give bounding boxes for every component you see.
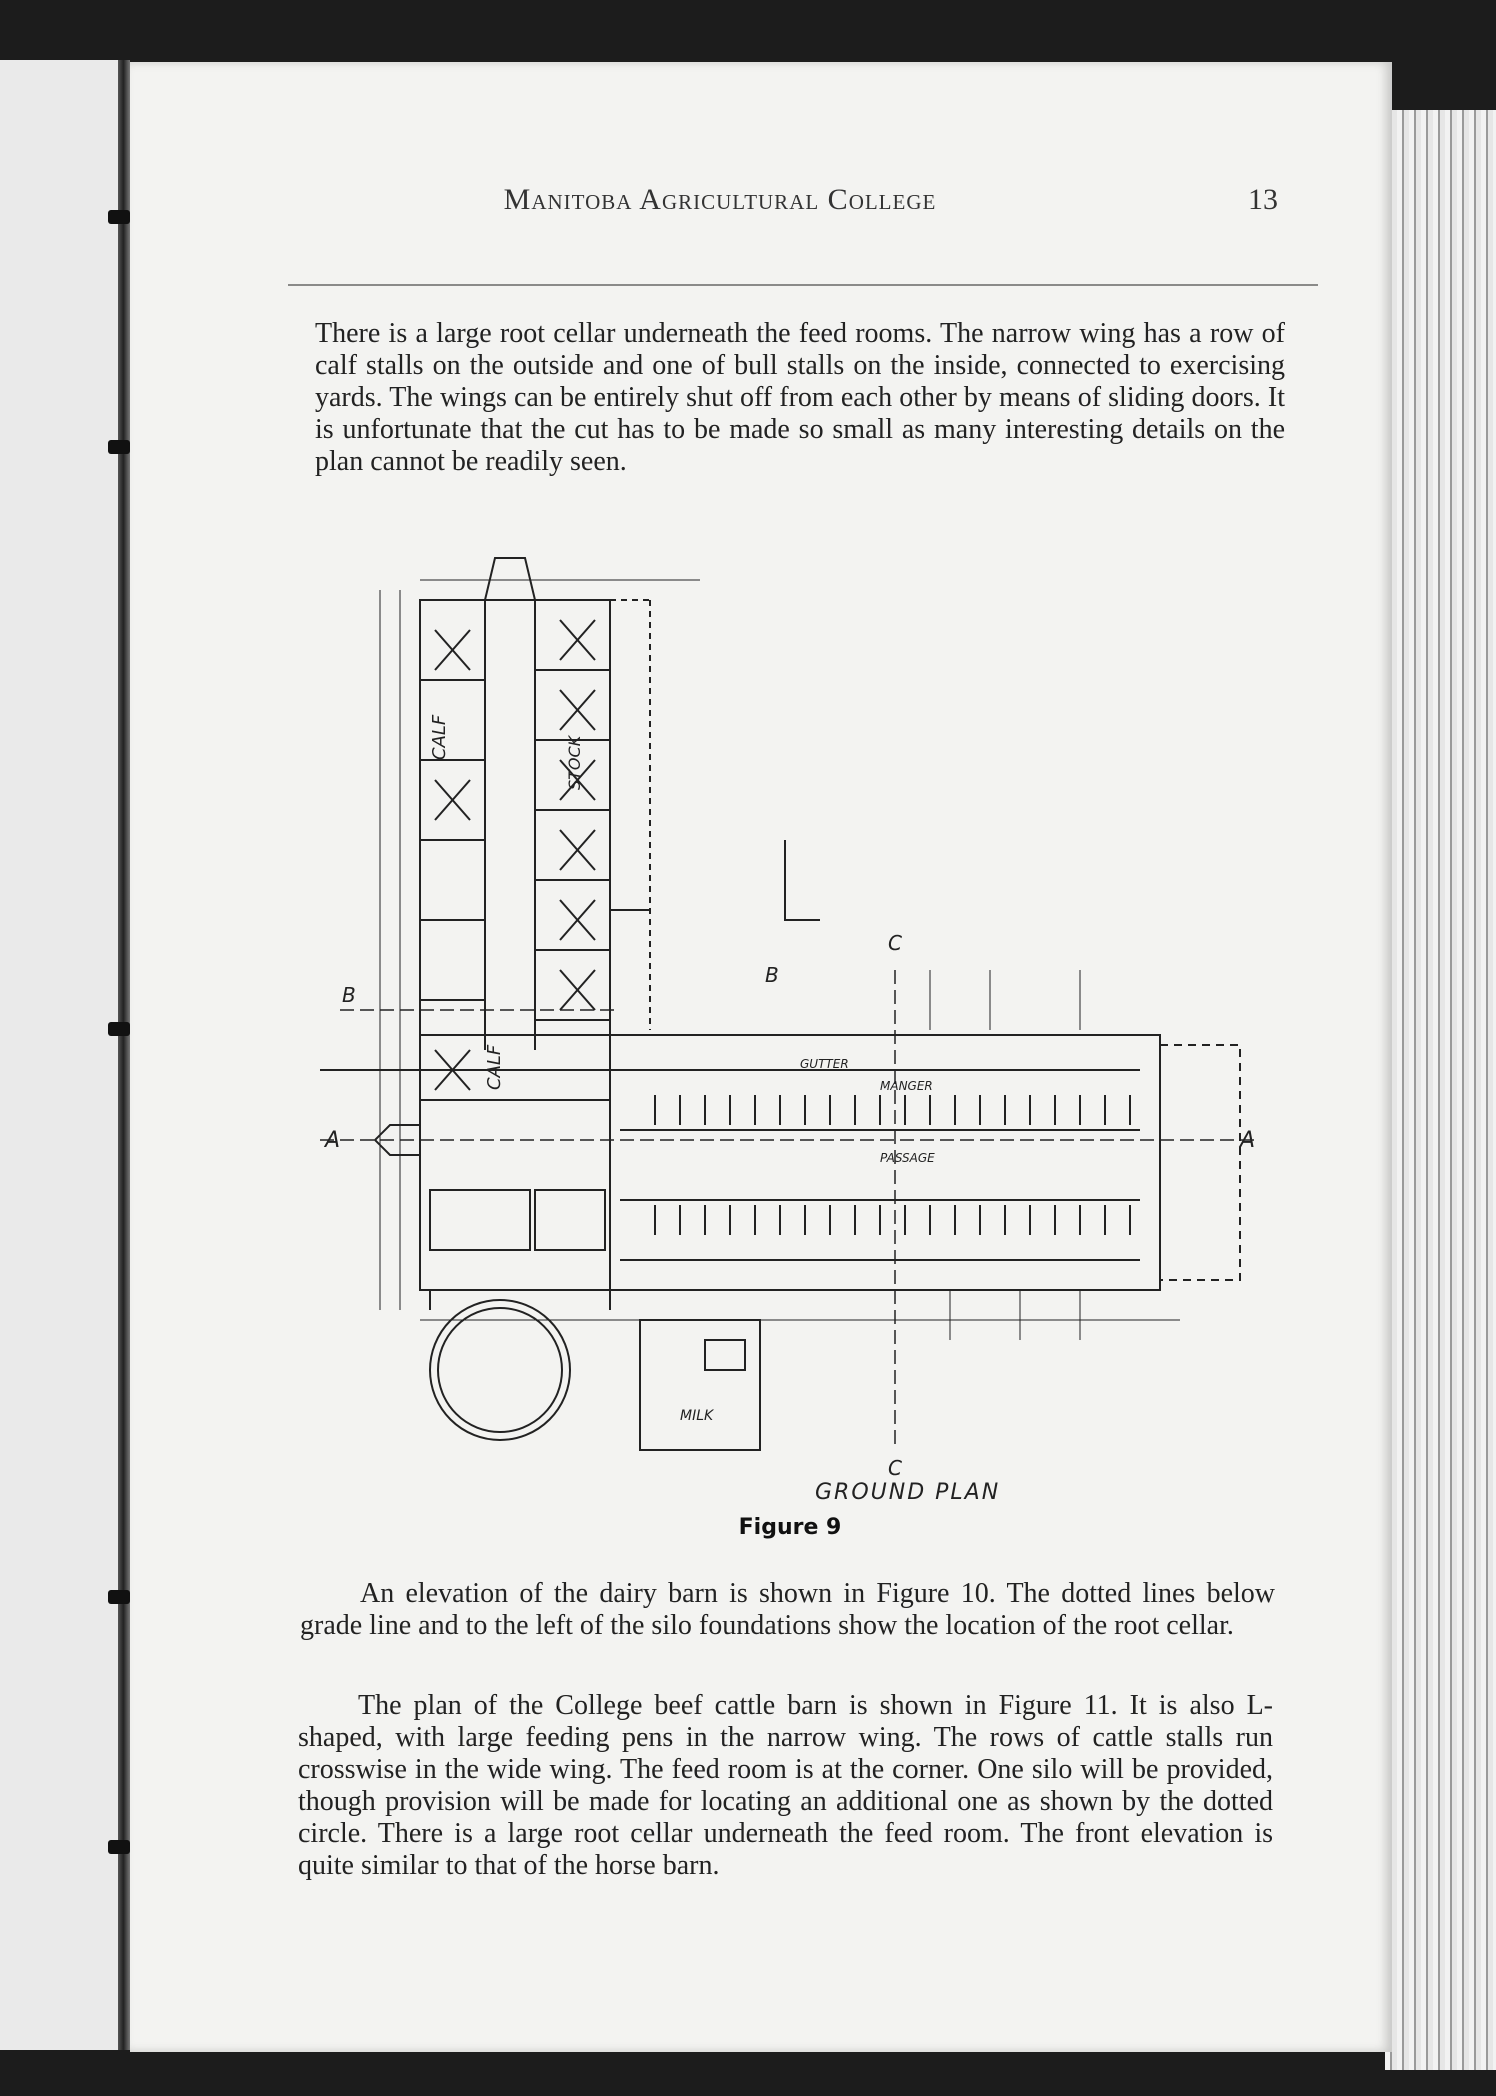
gutter-label: GUTTER <box>800 1057 849 1071</box>
ground-plan-drawing <box>320 550 1260 1520</box>
section-c-top-label: C <box>888 931 902 955</box>
section-c-bottom-label: C <box>888 1456 902 1480</box>
milk-label: MILK <box>680 1408 714 1424</box>
header-rule <box>288 284 1318 286</box>
page-number: 13 <box>1248 183 1278 216</box>
silo <box>430 1300 570 1440</box>
book-spine <box>118 60 130 2050</box>
manger-label: MANGER <box>880 1079 933 1093</box>
binding-mark <box>108 1022 130 1036</box>
calf-label: CALF <box>429 714 450 760</box>
figure-caption: Figure 9 <box>738 1515 842 1540</box>
section-a-left-label: A <box>325 1128 341 1153</box>
plan-title: GROUND PLAN <box>815 1480 1001 1505</box>
section-b-right-label: B <box>765 963 779 987</box>
narrow-wing-outline <box>420 600 610 1100</box>
section-a-right-label: A <box>1240 1128 1256 1153</box>
binding-mark <box>108 440 130 454</box>
stock-label: STOCK <box>565 735 584 790</box>
binding-mark <box>108 1590 130 1604</box>
passage-label: PASSAGE <box>880 1151 935 1165</box>
paragraph-elevation: An elevation of the dairy barn is shown in Figure 10. The dotted lines below grade line and to the left of the silo foundations show the location of the root cellar. <box>300 1578 1275 1641</box>
paragraph-root-cellar: There is a large root cellar underneath the feed rooms. The narrow wing has a row of calf stalls on the outside and one of bull stalls on the inside, connected to exercising yards. The wings can be entirely shut off from each other by means of sliding doors. It is unfortunate that the cut has to be made so small as many interesting details on the plan cannot be readily seen. <box>315 318 1285 477</box>
page-edges <box>1385 110 1496 2070</box>
binding-mark <box>108 210 130 224</box>
paragraph-beef-barn: The plan of the College beef cattle barn is shown in Figure 11. It is also L-shaped, with large feeding pens in the narrow wing. The rows of cattle stalls run crosswise in the wide wing. The feed room is at the corner. One silo will be provided, though provision will be made for locating an additional one as shown by the dotted circle. There is a large root cellar underneath the feed room. The front elevation is quite similar to that of the horse barn. <box>298 1690 1273 1881</box>
left-page <box>0 60 128 2050</box>
section-b-left-label: B <box>342 983 356 1007</box>
running-head: Manitoba Agricultural College <box>503 183 937 216</box>
binding-mark <box>108 1840 130 1854</box>
calf-lower-label: CALF <box>484 1044 505 1090</box>
wide-wing-outline <box>420 1035 1160 1290</box>
